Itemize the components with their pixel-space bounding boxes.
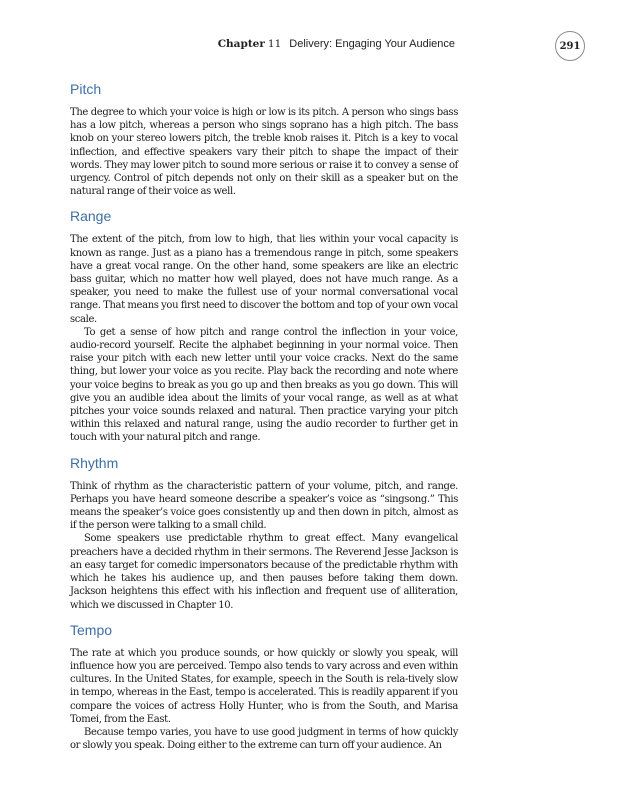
page-header xyxy=(0,37,633,57)
page-body xyxy=(70,80,458,761)
section-tempo xyxy=(70,621,458,753)
page-number: 291 xyxy=(555,31,585,61)
paragraph: The rate at which you produce sounds, or how quickly or slowly you speak, will influence how you are perceived. Tempo also tends to vary across and even within cultures. In the United States, for example, speech in the South is rela-tively slow in tempo, whereas in the East, tempo is accelerated. This is readily apparent if you compare the voices of actress Holly Hunter, who is from the South, and Marisa Tomei, from the East. xyxy=(70,647,458,725)
section-heading: Tempo xyxy=(70,621,113,638)
paragraph: Some speakers use predictable rhythm to great effect. Many evangelical preachers have a decided rhythm in their sermons. The Reverend Jesse Jackson is an easy target for comedic impersonators because of the predictable rhythm with which he takes his audience up, and then pauses before taking them down. Jackson heightens this effect with his inflection and frequent use of alliteration, which we discussed in Chapter 10. xyxy=(70,533,458,611)
section-heading: Rhythm xyxy=(70,454,119,471)
section-heading: Range xyxy=(70,208,112,225)
paragraph: To get a sense of how pitch and range control the inflection in your voice, audio-record yourself. Recite the alphabet beginning in your normal voice. Then raise your pitch with each new letter until your voice cracks. Next do the same thing, but lower your voice as you recite. Play back the recording and note where your voice begins to break as you go up and then breaks as you go down. This will give you an audible idea about the limits of your vocal range, as well as at what pitches your voice sounds relaxed and natural. Then practice varying your pitch within this relaxed and natural range, using the audio recorder to further get in touch with your natural pitch and range. xyxy=(70,326,458,444)
chapter-title: Delivery: Engaging Your Audience xyxy=(289,38,455,50)
section-range xyxy=(70,207,458,444)
section-pitch xyxy=(70,80,458,198)
paragraph: The extent of the pitch, from low to high, that lies within your vocal capacity is known as range. Just as a piano has a tremendous range in pitch, some speakers have a great vocal range. On the other hand, some speakers are like an electric bass guitar, which no matter how well played, does not have much range. As a speaker, you need to make the fullest use of your normal conversational vocal range. That means you first need to discover the bottom and top of your own vocal scale. xyxy=(70,234,458,325)
section-rhythm xyxy=(70,454,458,612)
section-heading: Pitch xyxy=(70,81,102,97)
chapter-number: 11 xyxy=(267,38,282,50)
paragraph: Think of rhythm as the characteristic pattern of your volume, pitch, and range. Perhaps you have heard someone describe a speaker’s voice as “singsong.” This means the speaker’s voice goes consistently up and then down in pitch, almost as if the person were talking to a small child. xyxy=(70,480,458,532)
chapter-label: Chapter xyxy=(217,38,265,50)
paragraph: Because tempo varies, you have to use good judgment in terms of how quickly or slowly you speak. Doing either to the extreme can turn off your audience. An xyxy=(70,726,458,752)
paragraph: The degree to which your voice is high or low is its pitch. A person who sings bass has a low pitch, whereas a person who sings soprano has a high pitch. The bass knob on your stereo lowers pitch, the treble knob raises it. Pitch is a key to vocal inflection, and effective speakers vary their pitch to shape the impact of their words. They may lower pitch to sound more serious or raise it to convey a sense of urgency. Control of pitch depends not only on their skill as a speaker but on the natural range of their voice as well. xyxy=(70,107,458,198)
running-head xyxy=(218,38,455,50)
